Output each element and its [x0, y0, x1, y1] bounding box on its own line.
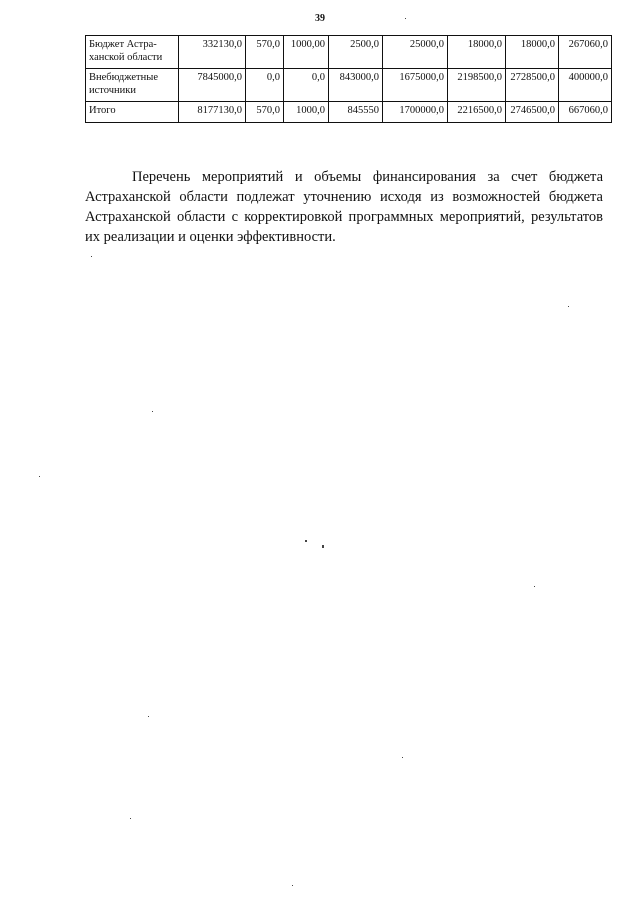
row-label	[86, 36, 179, 69]
table-cell: 2746500,0	[506, 102, 559, 123]
scan-speck	[402, 757, 403, 758]
scan-speck	[148, 716, 149, 717]
row-label-line: источники	[89, 85, 136, 96]
table-cell: 570,0	[246, 102, 284, 123]
table-cell: 1000,00	[284, 36, 329, 69]
table-cell: 667060,0	[559, 102, 612, 123]
table-cell: 0,0	[246, 69, 284, 102]
table-row	[86, 69, 612, 102]
table-cell: 0,0	[284, 69, 329, 102]
scan-speck	[91, 256, 92, 257]
table-cell: 570,0	[246, 36, 284, 69]
scan-speck	[39, 476, 40, 477]
table-cell: 8177130,0	[179, 102, 246, 123]
scan-speck	[405, 18, 406, 19]
scan-speck	[322, 545, 324, 548]
scan-speck	[130, 818, 131, 819]
row-label	[86, 69, 179, 102]
row-label	[86, 102, 179, 123]
table-cell: 18000,0	[506, 36, 559, 69]
table-cell: 1700000,0	[383, 102, 448, 123]
table-cell: 843000,0	[329, 69, 383, 102]
table-cell: 2500,0	[329, 36, 383, 69]
table-row	[86, 36, 612, 69]
table-cell: 332130,0	[179, 36, 246, 69]
table-cell: 267060,0	[559, 36, 612, 69]
table-cell: 845550	[329, 102, 383, 123]
table-cell: 2198500,0	[448, 69, 506, 102]
row-label-line: ханской области	[89, 52, 163, 63]
body-paragraph: Перечень мероприятий и объемы финансирования за счет бюджета Астраханской области подлежат уточнению исходя из возможностей бюджета Астраханской области с корректировкой программных мероприятий, результатов их реализации и оценки эффективности.	[85, 168, 603, 245]
table-row	[86, 102, 612, 123]
row-label-line: Внебюджетные	[89, 72, 158, 83]
scan-speck	[568, 306, 569, 307]
table-cell: 2216500,0	[448, 102, 506, 123]
table-cell: 7845000,0	[179, 69, 246, 102]
funding-table	[85, 35, 612, 123]
scan-speck	[152, 411, 153, 412]
page-number: 39	[315, 13, 325, 24]
table-cell: 400000,0	[559, 69, 612, 102]
table-cell: 2728500,0	[506, 69, 559, 102]
row-label-line: Бюджет Астра-	[89, 39, 157, 50]
table-cell: 1675000,0	[383, 69, 448, 102]
table-cell: 25000,0	[383, 36, 448, 69]
scan-speck	[292, 885, 293, 886]
table-cell: 1000,0	[284, 102, 329, 123]
table-cell: 18000,0	[448, 36, 506, 69]
scan-speck	[305, 540, 307, 542]
row-label-line: Итого	[89, 105, 116, 116]
scan-speck	[534, 586, 535, 587]
